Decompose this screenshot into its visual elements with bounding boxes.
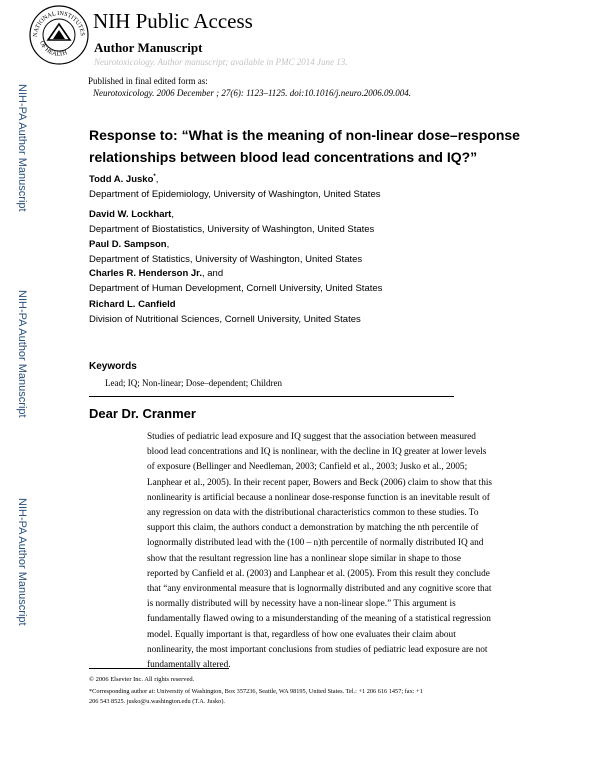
corresponding-author-note-line-1: *Corresponding author at: University of Washington, Box 357236, Seattle, WA 98195, United States. Tel.: +1 206 616 1457; fax: +1: [89, 688, 423, 695]
body-line: that “any environmental measure that is lognormally distributed and any cognitive score that: [147, 584, 492, 595]
header-subtitle: Author Manuscript: [94, 40, 203, 55]
footnote-divider: [89, 668, 229, 669]
body-line: support this claim, the authors conduct a demonstration by matching the nth percentile of: [147, 523, 479, 534]
author-affiliation: Department of Human Development, Cornell University, United States: [89, 283, 383, 294]
paper-title: Response to: “What is the meaning of non-linear dose–response relationships between blood lead concentrations and IQ?”: [89, 127, 520, 165]
author-entry: [89, 268, 549, 299]
body-line: blood lead concentrations and IQ is nonlinear, with the decline in IQ greater at lower levels: [147, 447, 487, 458]
author-entry: [89, 299, 549, 329]
author-entry: [89, 174, 549, 209]
body-line: nonlinearity, the most important conclusions from studies of pediatric lead exposure are not: [147, 644, 488, 655]
corresponding-author-note-line-2: 206 543 8525. jusko@u.washington.edu (T.A. Jusko).: [89, 698, 225, 705]
body-line: reported by Canfield et al. (2003) and Lanphear et al. (2005). From this result they conclude: [147, 568, 490, 579]
journal-availability-note: Neurotoxicology. Author manuscript; available in PMC 2014 June 13.: [94, 57, 348, 67]
author-separator: ,: [166, 239, 170, 250]
author-entry: [89, 209, 549, 239]
sidebar-label-2: NIH-PA Author Manuscript: [16, 290, 28, 418]
author-name: Richard L. Canfield: [89, 299, 176, 310]
keywords-divider: [89, 396, 454, 397]
sidebar-label-1: NIH-PA Author Manuscript: [16, 84, 28, 212]
author-affiliation: Department of Epidemiology, University of Washington, United States: [89, 189, 381, 201]
author-name: Todd A. Jusko: [89, 174, 154, 186]
body-line: fundamentally flawed owing to a misunderstanding of the meaning of a statistical regression: [147, 614, 491, 625]
body-line: Lanphear et al., 2005). In their recent paper, Bowers and Beck (2006) claim to show that this: [147, 477, 493, 488]
section-heading: Dear Dr. Cranmer: [89, 406, 196, 421]
author-name: Charles R. Henderson Jr.: [89, 268, 202, 279]
author-affiliation: Department of Statistics, University of Washington, United States: [89, 254, 363, 265]
author-note-marker[interactable]: *: [153, 174, 156, 180]
author-list: [89, 174, 549, 329]
body-line: show that the resultant regression line has a nonlinear slope similar in shape to those: [147, 553, 461, 564]
publication-citation[interactable]: Neurotoxicology. 2006 December ; 27(6): 1123–1125. doi:10.1016/j.neuro.2006.09.004.: [93, 88, 411, 98]
author-affiliation: Division of Nutritional Sciences, Cornell University, United States: [89, 314, 361, 325]
svg-text:NATIONAL INSTITUTES: NATIONAL INSTITUTES: [31, 9, 87, 38]
body-line: fundamentally altered.: [147, 660, 231, 671]
author-separator: ,: [171, 209, 174, 220]
body-line: lognormally distributed lead with the (100 – n)th percentile of normally distributed IQ and: [147, 538, 484, 549]
author-name: Paul D. Sampson: [89, 239, 167, 250]
body-paragraph: [147, 430, 567, 673]
keywords-heading: Keywords: [89, 361, 137, 372]
sidebar-label-3: NIH-PA Author Manuscript: [16, 498, 28, 626]
publication-label: Published in final edited form as:: [88, 76, 208, 86]
nih-logo: [28, 4, 90, 66]
author-separator: ,: [155, 174, 159, 186]
keywords-text: Lead; IQ; Non-linear; Dose–dependent; Children: [105, 378, 282, 388]
body-line: of exposure (Bellinger and Needleman, 2003; Canfield et al., 2003; Jusko et al., 2005;: [147, 462, 468, 473]
author-separator: , and: [201, 268, 224, 279]
body-line: is normally distributed will by necessity have a non-linear slope.” This argument is: [147, 599, 456, 610]
body-line: nonlinearity is artificial because a nonlinear dose-response function is an inevitable result of: [147, 492, 490, 503]
author-affiliation: Department of Biostatistics, University of Washington, United States: [89, 224, 375, 235]
body-line: any regression on data with the distributional characteristics common to these studies. To: [147, 508, 479, 519]
author-entry: [89, 239, 549, 268]
body-line: model. Equally important is that, regardless of how one evaluates their claim about: [147, 629, 456, 640]
author-name: David W. Lockhart: [89, 209, 172, 220]
copyright-note: © 2006 Elsevier Inc. All rights reserved.: [89, 676, 195, 683]
body-line: Studies of pediatric lead exposure and IQ suggest that the association between measured: [147, 432, 476, 442]
nih-seal-icon: [28, 4, 90, 66]
header-title: NIH Public Access: [93, 9, 253, 33]
svg-text:OF HEALTH: OF HEALTH: [38, 39, 69, 58]
